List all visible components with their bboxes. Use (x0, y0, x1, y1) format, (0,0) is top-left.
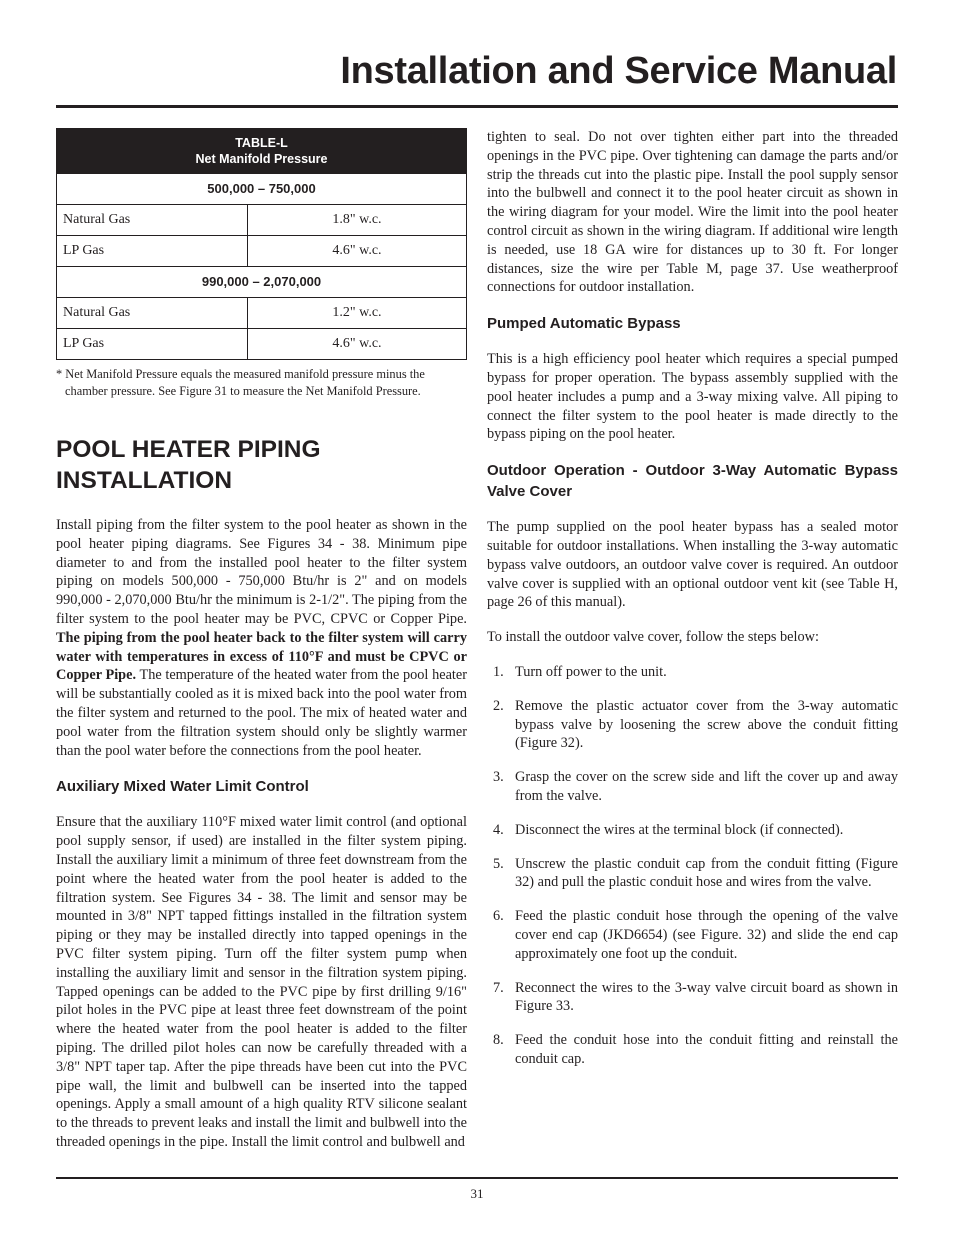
table-row (57, 236, 467, 267)
table-header (57, 129, 467, 174)
header-rule (56, 105, 898, 108)
table-group-range: 500,000 – 750,000 (57, 174, 467, 205)
piping-paragraph (56, 516, 467, 760)
list-item (487, 821, 898, 840)
step-text: Remove the plastic actuator cover from the 3-way automatic bypass valve by loosening the screw above the conduit fitting (Figure 32). (515, 697, 898, 752)
section-heading-piping: POOL HEATER PIPING INSTALLATION (56, 436, 321, 494)
outdoor-intro: To install the outdoor valve cover, follow the steps below: (487, 629, 819, 646)
bypass-paragraph: This is a high efficiency pool heater which requires a special pumped bypass for proper operation. The bypass assembly supplied with the pool heater includes a pump and a 3-way mixing valve. All piping to connect the filter system to the pool heater is made directly to the bypass piping on the pool heater. (487, 351, 898, 443)
list-item (487, 697, 898, 753)
table-cell-value: 4.6" w.c. (248, 236, 467, 267)
table-row (57, 329, 467, 360)
table-cell-gas: LP Gas (57, 329, 248, 360)
table-cell-gas: Natural Gas (57, 205, 248, 236)
step-text: Grasp the cover on the screw side and lift the cover up and away from the valve. (515, 769, 898, 804)
step-number: 6. (493, 908, 504, 925)
step-text: Reconnect the wires to the 3-way valve circuit board as shown in Figure 33. (515, 979, 898, 1015)
page-number: 31 (470, 1186, 484, 1201)
aux-limit-continued: tighten to seal. Do not over tighten either part into the threaded openings in the PVC pipe. Over tightening can damage the parts and/or strip the threads cut into the plastic pipe. Install the pool supply sensor into the bulbwell and connect it to the pool heater circuit as shown in the wiring diagram for your model. Wire the limit into the pool heater control circuit as shown in the wiring diagram. If additional wire length is needed, use 18 GA wire for distances up to 30 ft. For longer distances, size the wire per Table M, page 37. Use weatherproof connections for outdoor installation. (487, 129, 898, 296)
table-cell-value: 1.2" w.c. (248, 298, 467, 329)
table-row (57, 205, 467, 236)
table-group-row (57, 267, 467, 298)
table-cell-value: 1.8" w.c. (248, 205, 467, 236)
outdoor-paragraph: The pump supplied on the pool heater bypass has a sealed motor suitable for outdoor installations. When installing the 3-way automatic bypass valve outdoors, an outdoor valve cover is required. An outdoor valve cover is supplied with an optional outdoor vent kit (see Table H, page 26 of this manual). (487, 519, 898, 611)
step-number: 1. (493, 663, 504, 680)
step-number: 4. (493, 821, 504, 838)
table-cell-gas: Natural Gas (57, 298, 248, 329)
list-item (487, 979, 898, 1017)
step-text: Turn off power to the unit. (515, 663, 667, 680)
piping-text-warning: The piping from the pool heater back to the filter system will carry water with temperatures in excess of 110°F and must be CPVC or Copper Pipe. (56, 629, 467, 684)
table-cell-gas: LP Gas (57, 236, 248, 267)
footer-rule (56, 1177, 898, 1179)
table-group-row (57, 174, 467, 205)
step-number: 7. (493, 979, 504, 996)
left-column (56, 128, 467, 1168)
piping-text-rest: The temperature of the heated water from the pool heater will be substantially cooled as it is mixed back into the pool water from the filter system and returned to the pool. The mix of heated water and pool water from the filtration system should only be slightly warmer than the pool water before the connections from the pool heater. (56, 667, 467, 759)
net-manifold-pressure-table (56, 128, 467, 360)
step-text: Feed the plastic conduit hose through the opening of the valve cover end cap (JKD6654) (see Figure. 32) and slide the end cap approximately one foot up the conduit. (515, 908, 898, 962)
step-text: Feed the conduit hose into the conduit fitting and reinstall the conduit cap. (515, 1032, 898, 1067)
table-label: TABLE-L (235, 136, 288, 150)
table-caption: Net Manifold Pressure (195, 152, 328, 166)
subheading-pumped-bypass: Pumped Automatic Bypass (487, 315, 681, 333)
step-number: 3. (493, 769, 504, 786)
list-item (487, 907, 898, 963)
table-group-range: 990,000 – 2,070,000 (57, 267, 467, 298)
step-text: Disconnect the wires at the terminal block (if connected). (515, 821, 844, 838)
table-footnote: * Net Manifold Pressure equals the measured manifold pressure minus the chamber pressure. See Figure 31 to measure the Net Manifold Pressure. (56, 367, 425, 398)
table-row (57, 298, 467, 329)
step-number: 5. (493, 855, 504, 872)
list-item (487, 663, 898, 682)
right-column (487, 128, 898, 1084)
step-text: Unscrew the plastic conduit cap from the conduit fitting (Figure 32) and pull the plastic conduit hose and wires from the valve. (515, 855, 898, 891)
subheading-aux-limit: Auxiliary Mixed Water Limit Control (56, 778, 309, 796)
outdoor-steps-list (487, 663, 898, 1069)
list-item (487, 768, 898, 806)
list-item (487, 855, 898, 893)
piping-text-intro: Install piping from the filter system to the pool heater as shown in the pool heater piping diagrams. See Figures 34 - 38. Minimum pipe diameter to and from the installed pool heater to the filter system piping on models 500,000 - 750,000 Btu/hr is 2" and on models 990,000 - 2,070,000 Btu/hr the minimum is 2-1/2". The piping from the filter system to the pool heater may be PVC, CPVC or Copper Pipe. (56, 517, 467, 627)
aux-limit-paragraph: Ensure that the auxiliary 110°F mixed water limit control (and optional pool supply sensor, if used) are installed in the filter system piping. Install the auxiliary limit a minimum of three feet downstream from the point where the heated water from the pool heater is added to the filtration system. See Figures 34 - 38. The limit and sensor may be mounted in 3/8" NPT tapped fittings installed in the filtration system piping or they may be installed directly into tapped openings in the PVC filter system piping. Turn off the filter system pump when installing the auxiliary limit and sensor in the filtration system piping. Tapped openings can be added to the PVC pipe by first drilling 9/16" pilot holes in the PVC pipe at least three feet downstream of the point where the heated water from the pool heater is added to the filter piping. The drilled pilot holes can now be carefully threaded with a 3/8" NPT taper tap. After the pipe threads have been cut into the PVC pipe wall, the limit and bulbwell can be inserted into the tapped openings. Apply a small amount of a high quality RTV silicone sealant to the threads to prevent leaks and install the limit and bulbwell into the threaded openings in the pipe. Install the limit control and bulbwell and (56, 814, 467, 1150)
subheading-outdoor-operation: Outdoor Operation - Outdoor 3-Way Automatic Bypass Valve Cover (487, 462, 898, 501)
page-title: Installation and Service Manual (340, 50, 897, 92)
step-number: 2. (493, 697, 504, 714)
list-item (487, 1031, 898, 1069)
step-number: 8. (493, 1032, 504, 1049)
table-cell-value: 4.6" w.c. (248, 329, 467, 360)
